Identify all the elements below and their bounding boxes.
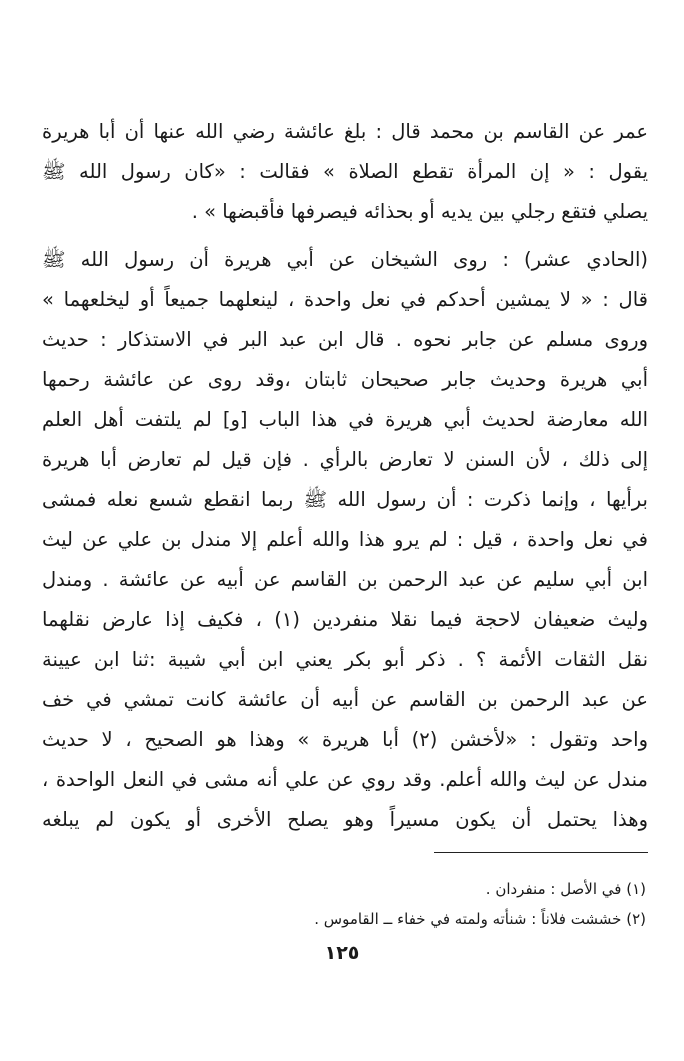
- text-line: برأيها ، وإنما ذكرت : أن رسول الله ﷺ ربما انقطع شسع نعله فمشى: [42, 488, 648, 511]
- text-line: عمر عن القاسم بن محمد قال : بلغ عائشة رضي الله عنها أن أبا هريرة: [42, 120, 648, 143]
- footnote-divider: [434, 852, 648, 853]
- text-line: يقول : « إن المرأة تقطع الصلاة » فقالت : «كان رسول الله ﷺ: [42, 160, 648, 183]
- text-line: يصلي فتقع رجلي بين يديه أو بحذائه فيصرفها فأقبضها » .: [191, 200, 648, 223]
- text-line: (الحادي عشر) : روى الشيخان عن أبي هريرة أن رسول الله ﷺ: [42, 248, 648, 271]
- text-line: مندل عن ليث والله أعلم. وقد روي عن علي أنه مشى في النعل الواحدة ،: [42, 768, 648, 791]
- paragraph-2: [42, 240, 648, 840]
- text-line: أبي هريرة وحديث جابر صحيحان ثابتان ،وقد روى عن عائشة رحمها: [42, 368, 648, 391]
- page-number: ١٢٥: [324, 942, 360, 964]
- text-line: إلى ذلك ، لأن السنن لا تعارض بالرأي . فإن قيل لم تعارض أبا هريرة: [42, 448, 648, 471]
- main-text: [42, 112, 648, 840]
- text-line: واحد وتقول : «لأخشن (٢) أبا هريرة » وهذا هو الصحيح ، لا حديث: [42, 728, 648, 751]
- text-line: الله معارضة لحديث أبي هريرة في هذا الباب [و] لم يلتفت أهل العلم: [42, 408, 648, 431]
- text-line: في نعل واحدة ، قيل : لم يرو هذا والله أعلم إلا مندل بن علي عن ليث: [42, 528, 648, 551]
- paragraph-gap: [42, 232, 648, 240]
- text-line: وهذا يحتمل أن يكون مسيراً وهو يصلح الأخرى أو يكون لم يبلغه: [42, 808, 648, 831]
- text-line: نقل الثقات الأئمة ؟ . ذكر أبو بكر يعني ابن أبي شيبة :ثنا ابن عيينة: [42, 648, 648, 671]
- text-line: وروى مسلم عن جابر نحوه . قال ابن عبد البر في الاستذكار : حديث: [42, 328, 648, 351]
- footnote-2: (٢) خششت فلاناً : شنأته ولمته في خفاء ــ القاموس .: [314, 910, 646, 928]
- text-line: عن عبد الرحمن بن القاسم عن أبيه أن عائشة كانت تمشي في خف: [42, 688, 648, 711]
- paragraph-1: [42, 112, 648, 232]
- text-line: وليث ضعيفان لاحجة فيما نقلا منفردين (١) ، فكيف إذا عارض نقلهما: [42, 608, 648, 631]
- footnotes: [46, 874, 646, 934]
- footnote-1: (١) في الأصل : منفردان .: [485, 880, 646, 898]
- text-line: ابن أبي سليم عن عبد الرحمن بن القاسم عن أبيه عن عائشة . ومندل: [42, 568, 648, 591]
- text-line: قال : « لا يمشين أحدكم في نعل واحدة ، لينعلهما جميعاً أو ليخلعهما »: [42, 288, 648, 311]
